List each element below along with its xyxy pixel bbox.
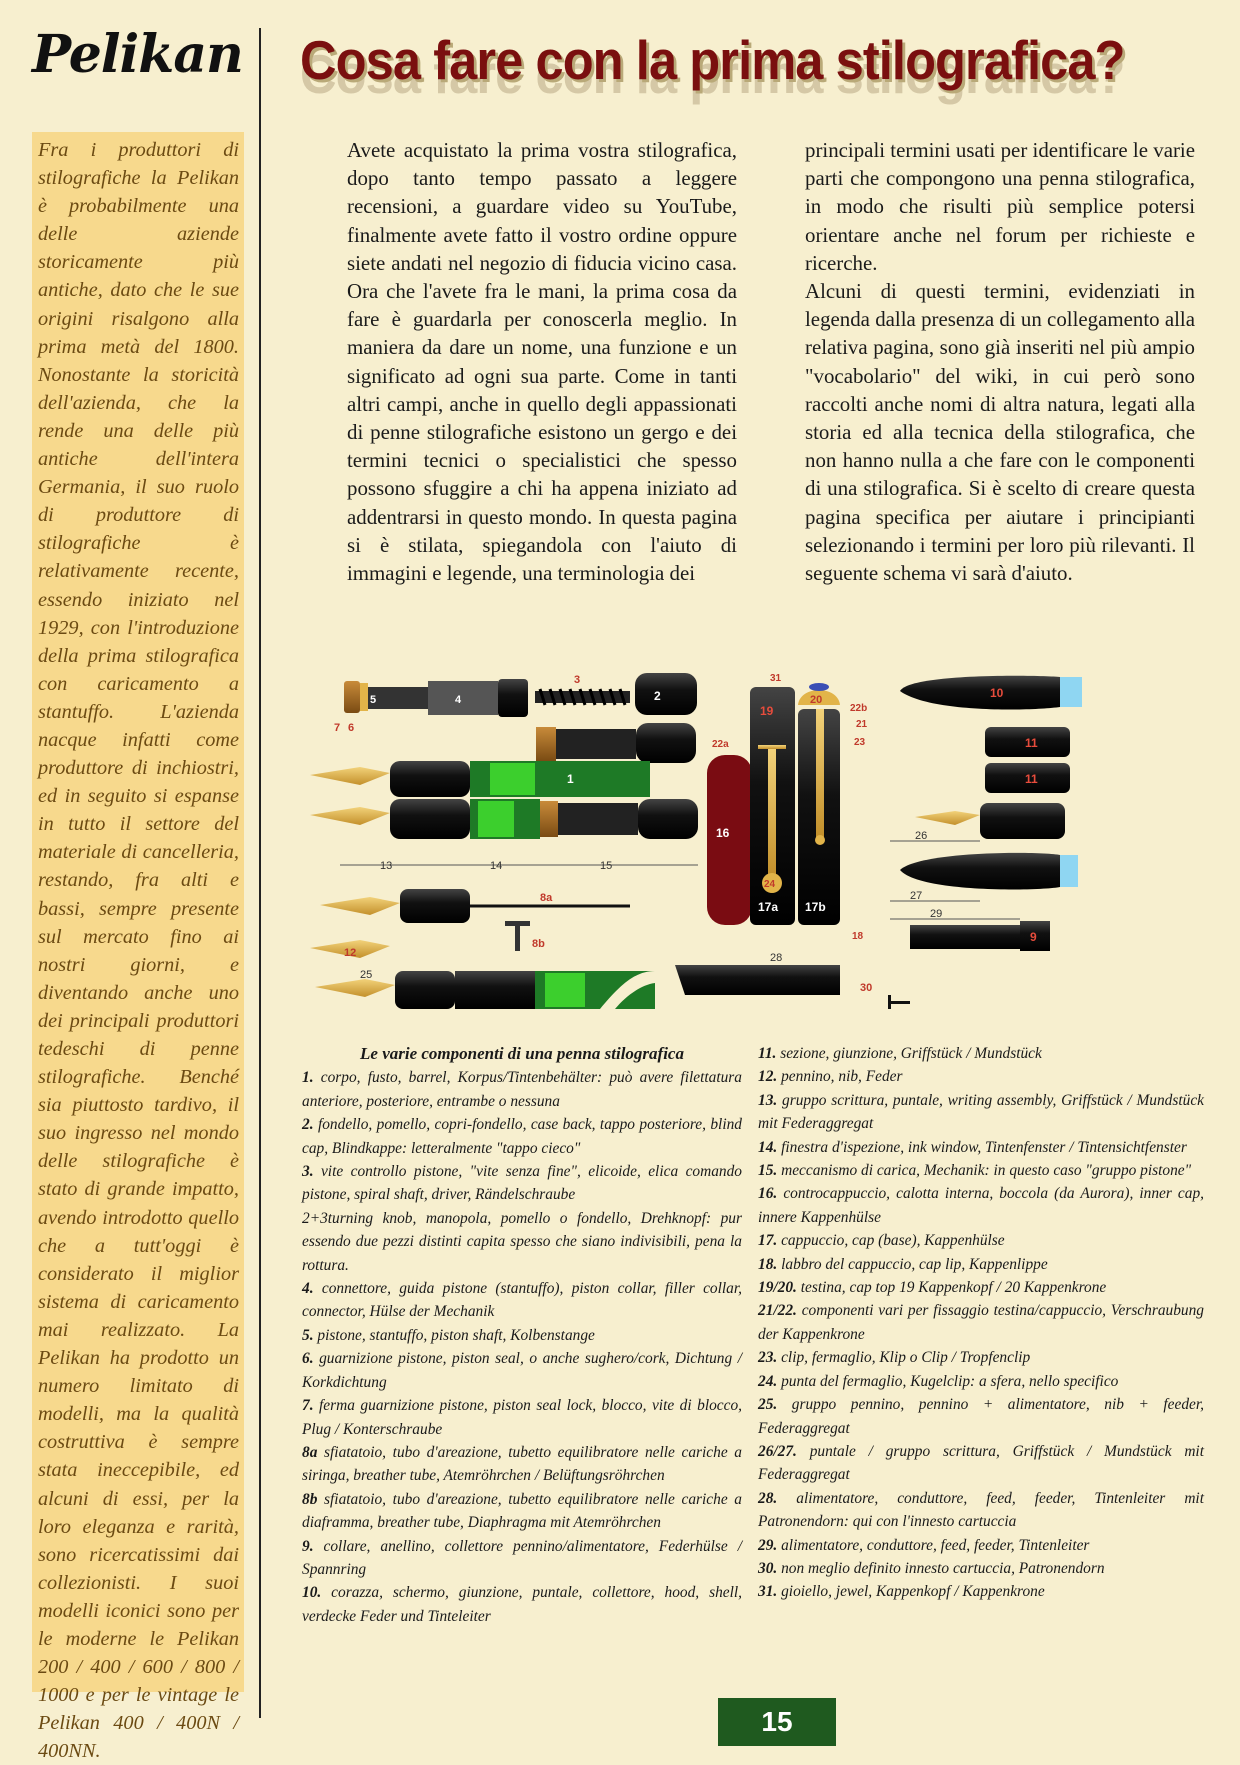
part-label-10: 10 (990, 686, 1004, 700)
legend-entry: 4. connettore, guida pistone (stantuffo), piston collar, filler collar, connector, Hülse der Mechanik (302, 1280, 742, 1321)
legend-entry: 14. finestra d'ispezione, ink window, Tintenfenster / Tintensichtfenster (758, 1138, 1187, 1156)
nib-8a (320, 897, 400, 915)
mechanism-cork (536, 727, 556, 761)
feed-29 (910, 925, 1020, 949)
part-label-16: 16 (716, 826, 730, 840)
part-label-30: 30 (860, 982, 873, 994)
body-paragraph: Avete acquistato la prima vostra stilografica, dopo tanto tempo passato a leggere recensioni, a guardare video su YouTube, finalmente avete fatto il vostro ordine oppure siete andati nel negozio di fiducia vicino casa. Ora che l'avete fra le mani, la prima cosa da fare è guardarla per conoscerla meglio. In maniera da dare un nome, una funzione e un significato ad ogni sua parte. Come in tanti altri campi, anche in quello degli appassionati di penne stilografiche esistono un gergo e dei termini tecnici o specialistici che spesso possono sfuggire a chi ha appena iniziato ad addentrarsi in questo mondo. In questa pagina si è stilata, spiegandola con l'aiuto di immagini e legende, una terminologia dei (347, 138, 737, 586)
part-label-26: 26 (915, 830, 928, 842)
column-divider (259, 28, 261, 1718)
part-label-1: 1 (567, 772, 574, 786)
piston-plug (344, 681, 360, 713)
clip-b (816, 709, 824, 837)
piston-seal (360, 683, 368, 711)
legend-entry: 31. gioiello, jewel, Kappenkopf / Kappenkrone (758, 1583, 1045, 1601)
ink-window-25 (545, 973, 585, 1007)
part-label-4: 4 (455, 694, 462, 706)
piston-collar (428, 681, 498, 715)
mechanism-body (556, 729, 636, 759)
nib-25 (315, 979, 395, 997)
legend-entry: 26/27. puntale / gruppo scrittura, Griffstück / Mundstück mit Federaggregat (758, 1442, 1204, 1484)
legend-entry: 3. vite controllo pistone, "vite senza fine", elicoide, elica comando pistone, spiral shaft, driver, Rändelschraube (302, 1163, 742, 1204)
part-label-13: 13 (380, 860, 393, 872)
part-label-6: 6 (348, 722, 355, 734)
legend-entry: 2+3turning knob, manopola, pomello o fondello, Drehknopf: pur essendo due pezzi distinti capita spesso che siano indivisibili, pena la rottura. (302, 1209, 742, 1274)
part-label-7: 7 (334, 722, 341, 734)
legend-entry: 30. non meglio definito innesto cartuccia, Patronendorn (758, 1559, 1105, 1577)
part-label-24: 24 (764, 879, 776, 890)
legend-entry: 7. ferma guarnizione pistone, piston seal lock, blocco, vite di blocco, Plug / Konterschraube (302, 1397, 742, 1438)
legend-entry: 21/22. componenti vari per fissaggio testina/cappuccio, Verschraubung der Kappenkrone (758, 1302, 1204, 1343)
feed-28 (675, 965, 840, 995)
legend-entry: 23. clip, fermaglio, Klip o Clip / Tropfenclip (758, 1349, 1031, 1367)
part-label-18: 18 (852, 931, 864, 942)
part-label-8b: 8b (532, 938, 545, 950)
legend-entry: 5. pistone, stantuffo, piston shaft, Kolbenstange (302, 1326, 595, 1344)
part-label-17a: 17a (758, 900, 779, 914)
ink-window-2 (478, 801, 514, 837)
legend-entry: 12. pennino, nib, Feder (758, 1068, 903, 1086)
part-label-22b: 22b (850, 703, 868, 714)
legend-entry: 11. sezione, giunzione, Griffstück / Mundstück (758, 1045, 1042, 1062)
ink-window (490, 763, 535, 795)
legend-entry: 17. cappuccio, cap (base), Kappenhülse (758, 1232, 1005, 1250)
part-label-31: 31 (770, 673, 782, 684)
part-label-5: 5 (370, 694, 377, 706)
pen-parts-diagram (334, 665, 1200, 1030)
sidebar-box (32, 132, 244, 1763)
blind-cap (635, 673, 697, 715)
section-8a (400, 889, 470, 923)
legend-entry: 8a sfiatatoio, tubo d'areazione, tubetto equilibratore nelle cariche a siringa, breather tube, Atemröhrchen / Belüftungsröhrchen (302, 1443, 742, 1485)
part-label-27: 27 (910, 890, 923, 902)
page-number: 15 (718, 1698, 836, 1746)
mechanism-body-2 (558, 803, 638, 835)
legend-right-column (758, 1042, 1204, 1682)
legend-entry: 16. controcappuccio, calotta interna, boccola (da Aurora), inner cap, innere Kappenhülse (758, 1185, 1204, 1226)
legend-entry: 15. meccanismo di carica, Mechanik: in questo caso "gruppo pistone" (758, 1162, 1192, 1180)
legend-entry: 6. guarnizione pistone, piston seal, o anche sughero/cork, Dichtung / Korkdichtung (302, 1350, 742, 1391)
legend-entry: 29. alimentatore, conduttore, feed, feeder, Tintenleiter (758, 1536, 1090, 1554)
part-label-11b: 11 (1025, 772, 1038, 786)
mechanism-cork-2 (540, 801, 558, 837)
hood-10 (900, 676, 1060, 710)
piston-shaft (368, 687, 428, 709)
sidebar-text: Fra i produttori di stilografiche la Pelikan è probabilmente una delle aziende storicamente più antiche, dato che le sue origini risalgono alla prima metà del 1800. Nonostante la storicità dell'azienda, che la rende una delle più antiche dell'intera Germania, il suo ruolo di produttore di stilografiche è relativamente recente, essendo iniziato nel 1929, con l'introduzione della prima stilografica con caricamento a stantuffo. L'azienda nacque infatti come produttore di inchiostri, ed in seguito si espanse in tutto il settore del materiale di cancelleria, restando, fra alti e bassi, sempre presente sul mercato fino ai nostri giorni, e diventando anche uno dei principali produttori tedeschi di penne stilografiche. Benché sia piuttosto tardivo, il suo ingresso nel mondo delle stilografiche è stato di grande impatto, avendo introdotto quello che a tutt'oggi è considerato il miglior sistema di caricamento mai realizzato. La Pelikan ha prodotto un numero limitato di modelli, ma la qualità costruttiva è sempre stata ineccepibile, ed alcuni di essi, per la loro eleganza e rarità, sono ricercatissimi dai collezionisti. I suoi modelli iconici sono per le moderne le Pelikan 200 / 400 / 600 / 800 / 1000 e per le vintage le Pelikan 400 / 400N / 400NN. (38, 139, 239, 1763)
legend-entry: 24. punta del fermaglio, Kugelclip: a sfera, nello specifico (758, 1372, 1119, 1390)
part-label-21: 21 (856, 719, 868, 730)
legend-entry: 9. collare, anellino, collettore pennino/alimentatore, Federhülse / Spannring (302, 1537, 742, 1578)
clip-ball-b (815, 835, 825, 845)
nib-assembly-1 (310, 767, 390, 785)
nib-26 (915, 811, 980, 825)
section-1 (390, 761, 470, 797)
part-label-19: 19 (760, 704, 774, 718)
legend-entry: 10. corazza, schermo, giunzione, puntale, collettore, hood, shell, verdecke Feder und Tinteleiter (302, 1584, 742, 1625)
legend-entry: 18. labbro del cappuccio, cap lip, Kappenlippe (758, 1255, 1048, 1273)
section-25 (395, 971, 455, 1009)
connector (498, 679, 528, 717)
mechanism-knob (636, 723, 696, 763)
legend-entry: 19/20. testina, cap top 19 Kappenkopf / 20 Kappenkrone (758, 1279, 1107, 1297)
legend-entry: 28. alimentatore, conduttore, feed, feeder, Tintenleiter mit Patronendorn: qui con l'innesto cartuccia (758, 1489, 1204, 1531)
legend-entry: 25. gruppo pennino, pennino + alimentatore, nib + feeder, Federaggregat (758, 1396, 1204, 1437)
legend-left-column (302, 1042, 742, 1682)
part-label-14: 14 (490, 860, 503, 872)
hood-27 (900, 853, 1060, 890)
part-label-11a: 11 (1025, 736, 1038, 750)
part-label-3: 3 (574, 674, 581, 686)
body-paragraph: principali termini usati per identificare le varie parti che compongono una penna stilografica, in modo che risulti più semplice potersi orientare anche nel forum per richieste e ricerche. (805, 138, 1195, 275)
barrel-25 (455, 971, 535, 1009)
legend-entry: 2. fondello, pomello, copri-fondello, case back, tappo posteriore, blind cap, Blindkappe: letteralmente "tappo cieco" (302, 1116, 742, 1157)
brand-logo: Pelikan (32, 24, 243, 85)
part-label-17b: 17b (805, 900, 826, 914)
part-label-22a: 22a (712, 739, 729, 750)
clip-a (768, 749, 776, 877)
page-title: Cosa fare con la prima stilografica? (300, 29, 1125, 91)
part-label-2: 2 (654, 689, 661, 703)
legend-entry: 1. corpo, fusto, barrel, Korpus/Tintenbehälter: può avere filettatura anteriore, posteriore, entrambe o nessuna (302, 1069, 742, 1110)
body-paragraph: Alcuni di questi termini, evidenziati in legenda dalla presenza di un collegamento alla relativa pagina, sono già inseriti nel più ampio "vocabolario" del wiki, in cui però sono raccolti anche nomi di altra natura, legati alla storia ed alla tecnica della stilografica, che non hanno nulla a che fare con le componenti di una stilografica. Si è scelto di creare questa pagina specifica per aiutare i principianti selezionando i termini per loro più rilevanti. Il seguente schema vi sarà d'aiuto. (805, 279, 1195, 586)
part-label-25: 25 (360, 969, 373, 981)
part-label-12: 12 (344, 947, 357, 959)
part-label-29: 29 (930, 908, 943, 920)
legend-entry: 8b sfiatatoio, tubo d'areazione, tubetto equilibratore nelle cariche a diaframma, breather tube, Diaphragma mit Atemröhrchen (302, 1490, 742, 1532)
body-column-2 (805, 136, 1195, 641)
nib-assembly-2 (310, 807, 390, 825)
body-column-1 (347, 136, 737, 641)
part-label-15: 15 (600, 860, 613, 872)
part-label-9: 9 (1030, 930, 1037, 944)
part-label-28: 28 (770, 952, 783, 964)
legend-entry: 13. gruppo scrittura, puntale, writing assembly, Griffstück / Mundstück mit Federaggregat (758, 1091, 1204, 1133)
part-label-23: 23 (854, 737, 866, 748)
mechanism-knob-2 (638, 799, 698, 839)
legend-title: Le varie componenti di una penna stilografica (360, 1044, 684, 1063)
part-label-20: 20 (810, 694, 823, 706)
part-label-8a: 8a (540, 892, 553, 904)
section-2 (390, 799, 470, 839)
inner-cap (707, 755, 752, 925)
